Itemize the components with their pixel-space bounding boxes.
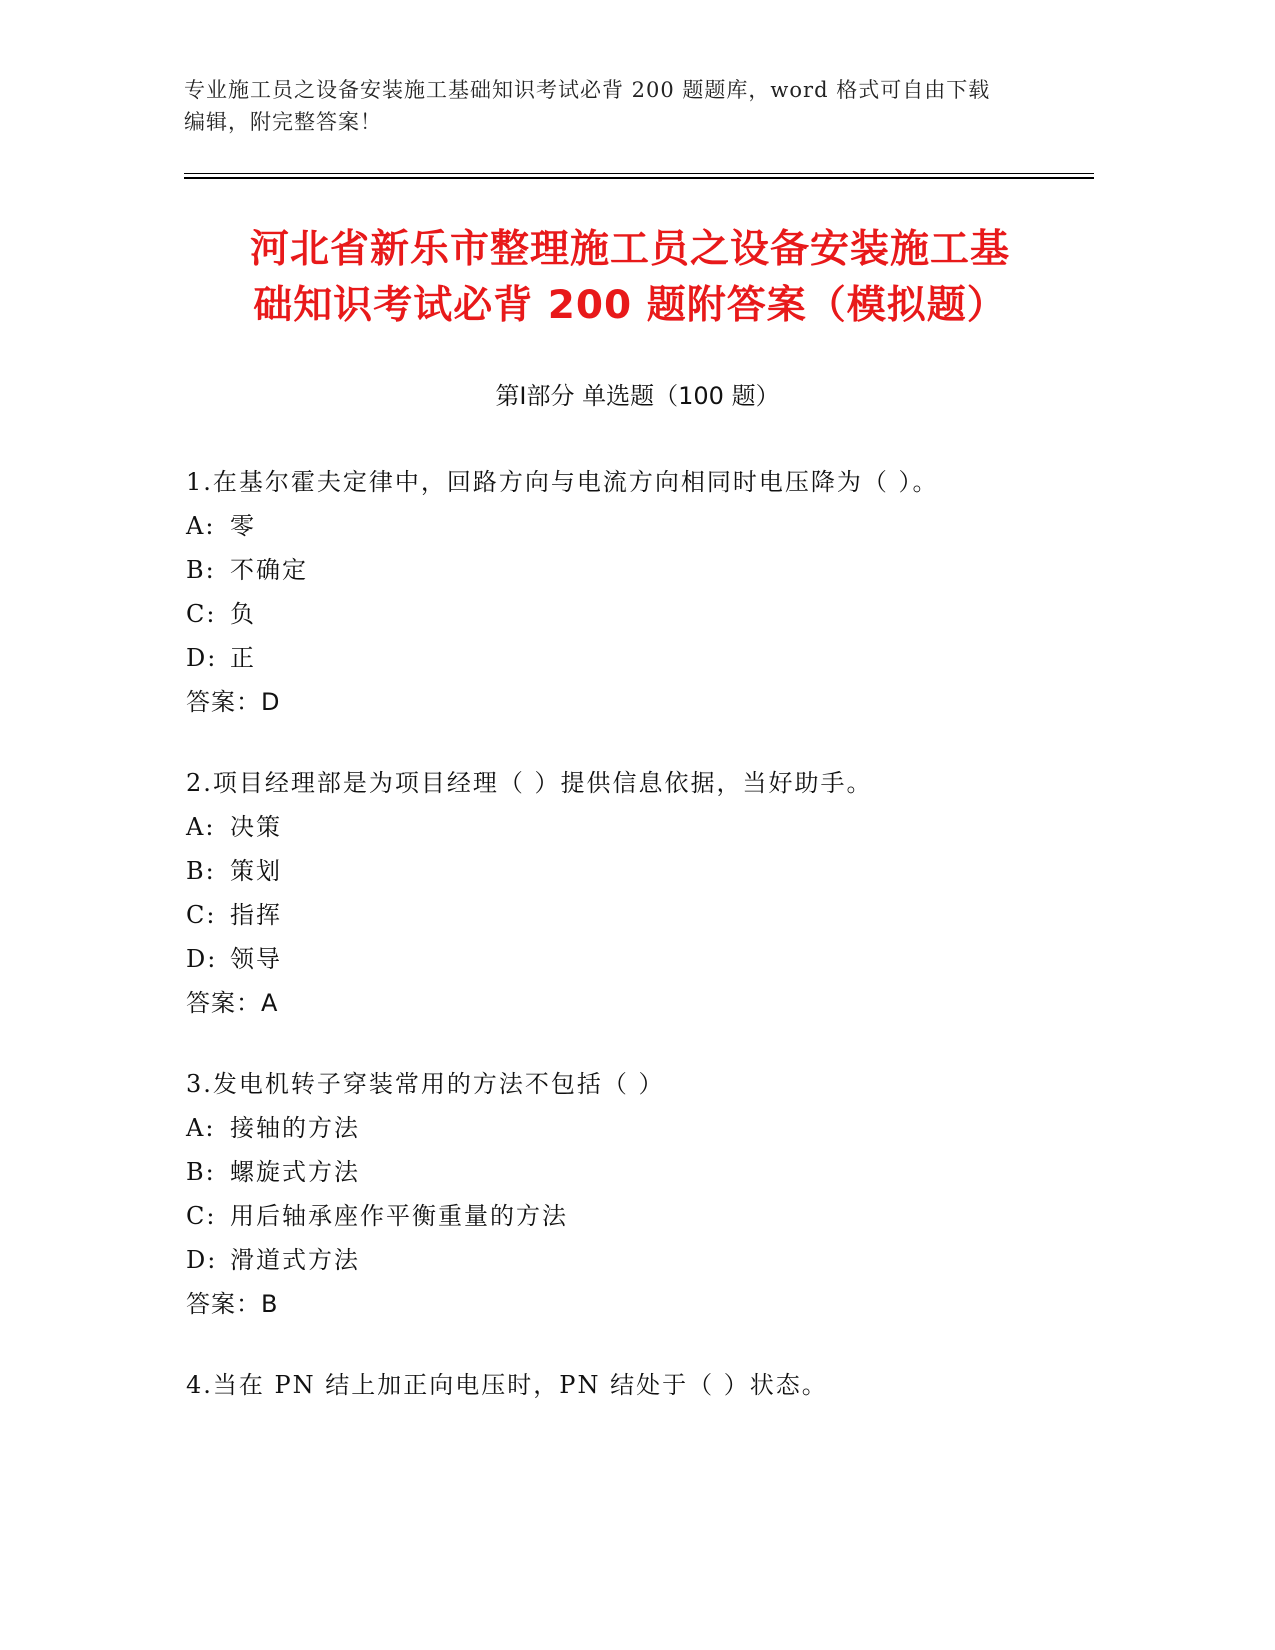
question-stem: 1.在基尔霍夫定律中，回路方向与电流方向相同时电压降为（ ）。 [186, 468, 939, 496]
option-letter: C: [186, 901, 217, 929]
question-stem: 3.发电机转子穿装常用的方法不包括（ ） [186, 1070, 665, 1098]
option-letter: D: [186, 644, 218, 672]
question-stem: 4.当在 PN 结上加正向电压时，PN 结处于（ ）状态。 [186, 1371, 828, 1399]
option-letter: C: [186, 1202, 217, 1230]
option-c [186, 1194, 1086, 1238]
document-title-line-2: 础知识考试必背 200 题附答案（模拟题） [253, 283, 1007, 328]
option-letter: A: [186, 813, 216, 841]
question-2 [186, 761, 1086, 1025]
option-text: 滑道式方法 [230, 1246, 360, 1274]
document-title-line-1: 河北省新乐市整理施工员之设备安装施工基 [249, 227, 1010, 272]
option-b [186, 1150, 1086, 1194]
document-title [190, 222, 1070, 334]
question-list [186, 460, 1086, 1444]
option-text: 用后轴承座作平衡重量的方法 [230, 1202, 568, 1230]
section-title: 第Ⅰ部分 单选题（100 题） [495, 382, 780, 410]
option-d [186, 1238, 1086, 1282]
option-text: 接轴的方法 [230, 1114, 360, 1142]
option-text: 螺旋式方法 [230, 1158, 360, 1186]
option-text: 零 [230, 512, 256, 540]
option-text: 不确定 [230, 556, 308, 584]
option-letter: D: [186, 1246, 218, 1274]
header-note-line-1: 专业施工员之设备安装施工基础知识考试必背 200 题题库，word 格式可自由下载 [184, 78, 991, 102]
question-4 [186, 1363, 1086, 1407]
option-d [186, 636, 1086, 680]
option-c [186, 592, 1086, 636]
option-d [186, 937, 1086, 981]
option-a [186, 805, 1086, 849]
header-note [184, 74, 1084, 138]
answer-label: 答案：A [186, 989, 279, 1017]
option-text: 决策 [230, 813, 282, 841]
option-b [186, 548, 1086, 592]
option-b [186, 849, 1086, 893]
question-3 [186, 1062, 1086, 1326]
option-text: 负 [230, 600, 256, 628]
option-letter: B: [186, 857, 216, 885]
answer-label: 答案：D [186, 688, 281, 716]
question-1 [186, 460, 1086, 724]
option-text: 指挥 [230, 901, 282, 929]
option-letter: B: [186, 556, 216, 584]
option-a [186, 1106, 1086, 1150]
option-letter: A: [186, 1114, 216, 1142]
answer-label: 答案：B [186, 1290, 279, 1318]
header-divider-thick [184, 177, 1094, 179]
option-c [186, 893, 1086, 937]
option-text: 正 [230, 644, 256, 672]
header-note-line-2: 编辑，附完整答案！ [184, 110, 382, 134]
option-letter: C: [186, 600, 217, 628]
option-letter: D: [186, 945, 218, 973]
option-text: 策划 [230, 857, 282, 885]
question-stem: 2.项目经理部是为项目经理（ ）提供信息依据，当好助手。 [186, 769, 873, 797]
option-text: 领导 [230, 945, 282, 973]
option-a [186, 504, 1086, 548]
option-letter: A: [186, 512, 216, 540]
option-letter: B: [186, 1158, 216, 1186]
header-divider-thin [184, 173, 1094, 174]
